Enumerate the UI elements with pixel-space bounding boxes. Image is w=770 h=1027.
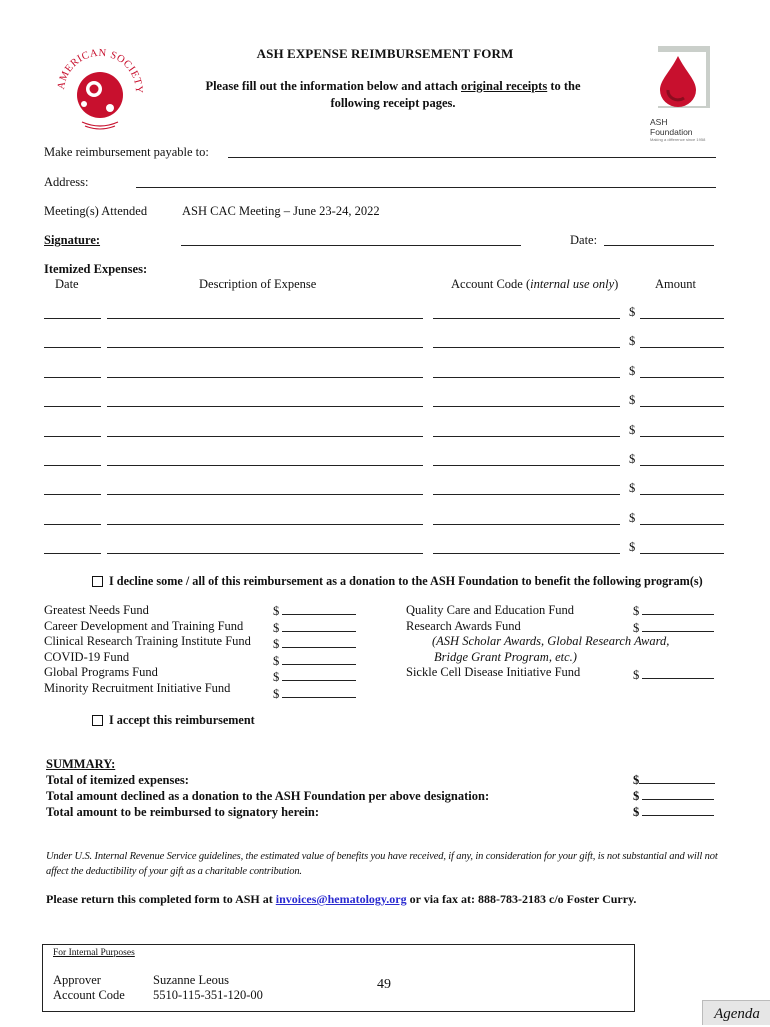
summary-reimbursed-field[interactable]: $ <box>633 804 715 820</box>
form-title: ASH EXPENSE REIMBURSEMENT FORM <box>256 46 514 61</box>
expense-amount-input[interactable] <box>640 406 724 407</box>
return-instructions <box>46 892 636 907</box>
expense-date-input[interactable] <box>44 318 101 319</box>
fund-item: COVID-19 Fund <box>44 649 130 664</box>
summary-amounts <box>633 772 715 820</box>
form-instruction-line2: following receipt pages. <box>330 96 456 110</box>
expense-description-input[interactable] <box>107 377 423 378</box>
summary-heading: SUMMARY: <box>46 757 116 771</box>
expense-date-input[interactable] <box>44 494 101 495</box>
fund-amount-field[interactable]: $ <box>273 603 356 620</box>
currency-symbol: $ <box>629 481 636 495</box>
svg-text:AMERICAN SOCIETY OF HEMATOLOGY: AMERICAN SOCIETY <box>55 47 145 94</box>
research-note: Bridge Grant Program, etc.) <box>434 649 577 664</box>
decline-option[interactable] <box>92 574 703 589</box>
expense-row <box>44 393 734 407</box>
decline-checkbox[interactable] <box>92 576 103 587</box>
date-label: Date: <box>570 233 598 247</box>
agenda-tab[interactable]: Agenda <box>702 1000 770 1025</box>
fund-item: Minority Recruitment Initiative Fund <box>44 680 231 695</box>
fund-amount-field[interactable]: $ <box>273 686 356 703</box>
currency-symbol: $ <box>629 393 636 407</box>
internal-account-label: Account Code <box>53 988 125 1002</box>
expense-account-input[interactable] <box>433 436 620 437</box>
expense-date-input[interactable] <box>44 436 101 437</box>
expense-amount-input[interactable] <box>640 318 724 319</box>
accept-option[interactable] <box>92 713 255 728</box>
address-input[interactable] <box>136 187 716 188</box>
expense-description-input[interactable] <box>107 318 423 319</box>
fund-amount-field[interactable]: $ <box>273 669 356 686</box>
expense-date-input[interactable] <box>44 406 101 407</box>
expense-date-input[interactable] <box>44 347 101 348</box>
meeting-label: Meeting(s) Attended <box>44 204 148 218</box>
expense-account-input[interactable] <box>433 465 620 466</box>
approver-label: Approver <box>53 973 101 987</box>
expense-row <box>44 305 734 319</box>
expense-account-input[interactable] <box>433 377 620 378</box>
return-suffix: or via fax at: 888-783-2183 c/o Foster Curry. <box>406 892 637 906</box>
expense-amount-input[interactable] <box>640 436 724 437</box>
fund-amount-field[interactable]: $ <box>273 653 356 670</box>
fund-item: Global Programs Fund <box>44 665 158 679</box>
fund-amount-field[interactable]: $ <box>633 603 714 620</box>
expense-date-input[interactable] <box>44 377 101 378</box>
expense-description-input[interactable] <box>107 494 423 495</box>
original-receipts-text: original receipts <box>461 79 548 93</box>
currency-symbol: $ <box>629 334 636 348</box>
instruction-suffix: to the <box>547 79 581 93</box>
fund-amount-field[interactable]: $ <box>273 636 356 653</box>
currency-symbol: $ <box>629 511 636 525</box>
summary-itemized-field[interactable]: $ <box>633 772 715 788</box>
payable-input[interactable] <box>228 157 716 158</box>
ash-foundation-tagline: Making a difference since 1958 <box>650 137 706 142</box>
expense-date-input[interactable] <box>44 465 101 466</box>
fund-amount-field[interactable]: $ <box>633 667 714 684</box>
page-number: 49 <box>377 977 391 992</box>
summary-declined-label: Total amount declined as a donation to the ASH Foundation per above designation: <box>46 789 490 803</box>
col-account-header <box>451 277 618 292</box>
currency-symbol: $ <box>629 364 636 378</box>
expense-account-input[interactable] <box>433 406 620 407</box>
expense-account-input[interactable] <box>433 347 620 348</box>
summary-declined-field[interactable]: $ <box>633 788 715 804</box>
summary-itemized-label: Total of itemized expenses: <box>46 773 189 787</box>
signature-input[interactable] <box>181 245 521 246</box>
expense-account-input[interactable] <box>433 553 620 554</box>
return-prefix: Please return this completed form to ASH at <box>46 892 276 906</box>
summary-block <box>46 756 489 820</box>
fund-amount-field[interactable]: $ <box>273 620 356 637</box>
payable-label: Make reimbursement payable to: <box>44 145 209 159</box>
expense-amount-input[interactable] <box>640 377 724 378</box>
expense-amount-input[interactable] <box>640 494 724 495</box>
funds-left-amounts <box>273 603 356 702</box>
account-header-text: Account Code ( <box>451 277 531 291</box>
funds-left-list <box>44 603 251 696</box>
expense-row <box>44 423 734 437</box>
expense-description-input[interactable] <box>107 406 423 407</box>
fund-item: Career Development and Training Fund <box>44 618 244 633</box>
expense-account-input[interactable] <box>433 524 620 525</box>
currency-symbol: $ <box>629 305 636 319</box>
fund-amount-field[interactable]: $ <box>633 620 714 637</box>
instruction-text: Please fill out the information below and attach <box>205 79 461 93</box>
internal-account-value: 5510-115-351-120-00 <box>153 988 263 1002</box>
address-label: Address: <box>44 175 89 189</box>
irs-note-line: affect the deductibility of your gift as a charitable contribution. <box>46 866 302 877</box>
expense-account-input[interactable] <box>433 494 620 495</box>
expense-description-input[interactable] <box>107 347 423 348</box>
meeting-value: ASH CAC Meeting – June 23-24, 2022 <box>182 204 380 218</box>
internal-heading: For Internal Purposes <box>53 948 135 958</box>
fund-item: Sickle Cell Disease Initiative Fund <box>406 665 581 679</box>
account-header-italic: internal use only <box>530 277 615 291</box>
expense-description-input[interactable] <box>107 465 423 466</box>
irs-note <box>46 849 718 879</box>
expense-date-input[interactable] <box>44 553 101 554</box>
currency-symbol: $ <box>629 423 636 437</box>
expense-row <box>44 364 734 378</box>
account-header-suffix: ) <box>614 277 619 291</box>
col-date-header: Date <box>55 277 79 291</box>
col-description-header: Description of Expense <box>199 277 317 291</box>
approver-value: Suzanne Leous <box>153 973 230 987</box>
date-input[interactable] <box>604 245 714 246</box>
expense-row <box>44 481 734 495</box>
expense-account-input[interactable] <box>433 318 620 319</box>
summary-reimbursed-label: Total amount to be reimbursed to signatory herein: <box>46 805 320 819</box>
fund-item: Greatest Needs Fund <box>44 603 149 617</box>
currency-symbol: $ <box>629 452 636 466</box>
research-note: (ASH Scholar Awards, Global Research Award, <box>432 634 670 648</box>
ash-foundation-name: ASH Foundation <box>650 117 693 137</box>
expense-row <box>44 334 734 348</box>
fund-item: Quality Care and Education Fund <box>406 603 575 617</box>
funds-right-amounts <box>633 603 714 684</box>
expense-description-input[interactable] <box>107 553 423 554</box>
accept-checkbox[interactable] <box>92 715 103 726</box>
expense-description-input[interactable] <box>107 524 423 525</box>
signature-label: Signature: <box>44 233 101 247</box>
expense-amount-input[interactable] <box>640 347 724 348</box>
expense-amount-input[interactable] <box>640 524 724 525</box>
internal-purposes-box <box>42 944 635 1012</box>
expense-row <box>44 511 734 525</box>
accept-label: I accept this reimbursement <box>109 713 255 727</box>
form-instruction <box>0 79 770 94</box>
fund-item: Research Awards Fund <box>406 618 521 633</box>
expense-date-input[interactable] <box>44 524 101 525</box>
irs-note-line: Under U.S. Internal Revenue Service guidelines, the estimated value of benefits you have received, if any, in consideration for your gift, is not substantial and will not <box>46 851 718 862</box>
itemized-expenses-heading: Itemized Expenses: <box>44 262 148 276</box>
expense-amount-input[interactable] <box>640 553 724 554</box>
expense-description-input[interactable] <box>107 436 423 437</box>
invoices-email-link[interactable]: invoices@hematology.org <box>275 892 407 906</box>
funds-right-list <box>406 603 669 681</box>
expense-amount-input[interactable] <box>640 465 724 466</box>
expense-row <box>44 540 734 554</box>
fund-item: Clinical Research Training Institute Fund <box>44 634 251 648</box>
decline-label: I decline some / all of this reimbursement as a donation to the ASH Foundation to benefit the following program(s) <box>109 574 703 588</box>
expense-row <box>44 452 734 466</box>
col-amount-header: Amount <box>655 277 696 291</box>
currency-symbol: $ <box>629 540 636 554</box>
